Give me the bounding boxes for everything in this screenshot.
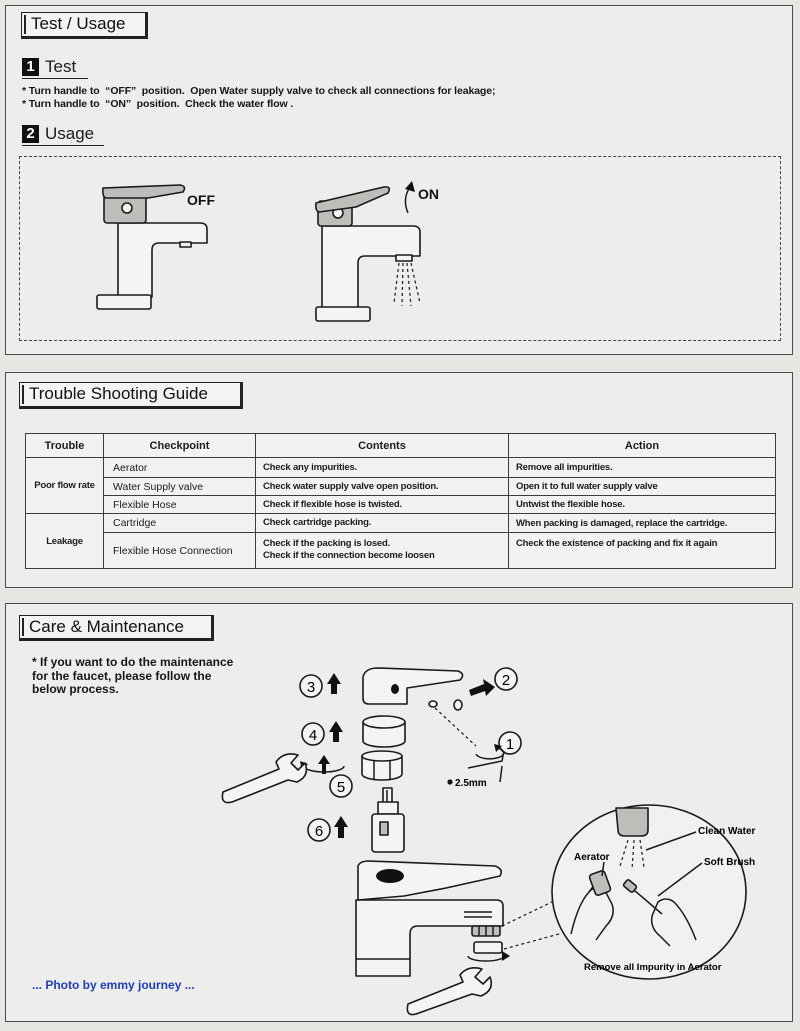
table-row [26,514,776,533]
usage-number-badge: 2 [22,125,39,143]
tool-size-dot [447,779,452,784]
step-5-number: 5 [336,779,346,796]
faucet-off-base [97,295,151,309]
checkpoint-cell: Flexible Hose Connection [104,533,256,569]
step-4-number: 4 [308,727,318,744]
cap-ring-part [363,716,405,747]
up-arrow-icon [327,673,341,694]
contents-cell [256,478,509,496]
faucet-off-body [118,223,207,297]
table-row [26,478,776,496]
step-6-marker [308,816,348,841]
contents-cell [256,533,509,569]
photo-credit: ... Photo by emmy journey ... [32,978,195,992]
soft-brush-label: Soft Brush [704,857,756,868]
aerator-label: Aerator [574,852,610,863]
step-2-marker [469,668,517,696]
faucet-illustration [356,861,503,976]
test-instruction-on: * Turn handle to “ON” position. Check the water flow . [22,98,294,110]
nut-part [362,751,402,780]
step-5-marker [300,755,352,797]
checkpoint-cell: Aerator [104,458,256,478]
trouble-cell-leakage: Leakage [26,514,104,569]
faucet-on-body [322,226,420,309]
contents-line: Check water supply valve open position. [263,480,439,492]
faucet-off-handle [103,185,185,198]
faucet-on-illustration [316,181,439,321]
faucet-on-handle [316,187,390,212]
step-2-number: 2 [501,672,511,689]
troubleshooting-panel [5,372,793,588]
contents-line: Check if flexible hose is twisted. [263,498,402,510]
intro-line: for the faucet, please follow the [32,668,212,683]
usage-illustration [20,157,779,339]
header-action: Action [509,434,776,458]
zoom-leader-line [502,900,556,926]
test-usage-panel [5,5,793,355]
action-cell: Untwist the flexible hose. [509,496,776,514]
contents-line: Check cartridge packing. [263,517,372,528]
intro-line: * If you want to do the maintenance [32,655,234,669]
test-number-badge: 1 [22,58,39,76]
aerator-caption: Remove all Impurity in Aerator [584,962,722,973]
step-3-number: 3 [306,679,316,696]
step-1-number: 1 [505,736,515,753]
step-6-number: 6 [314,823,324,840]
contents-line: Check if the packing is losed. [263,538,391,549]
table-row [26,533,776,569]
wrench-icon [222,754,306,803]
on-label: ON [418,186,439,202]
up-arrow-icon [329,721,343,742]
contents-cell [256,458,509,478]
troubleshooting-table [25,433,776,569]
off-label: OFF [187,192,215,208]
up-arrow-icon [334,816,348,838]
faucet-on-base [316,307,370,321]
maintenance-intro [32,656,233,697]
contents-cell [256,496,509,514]
contents-cell [256,514,509,533]
checkpoint-cell: Flexible Hose [104,496,256,514]
set-screw-part [429,701,437,707]
spout-detail [616,808,648,836]
care-maintenance-panel [5,603,793,1022]
trouble-cell-poor-flow: Poor flow rate [26,458,104,514]
action-cell: Open it to full water supply valve [509,478,776,496]
test-heading [22,57,88,79]
action-cell: Remove all impurities. [509,458,776,478]
checkpoint-cell: Water Supply valve [104,478,256,496]
handle-up-arrow-icon [405,181,415,213]
cartridge-part [372,788,404,852]
faucet-off-illustration [97,185,215,309]
checkpoint-cell: Cartridge [104,514,256,533]
test-usage-title: Test / Usage [21,12,148,39]
usage-heading-label: Usage [45,124,95,143]
faucet-on-aerator [396,255,412,261]
remove-arrow-icon [469,679,495,696]
action-cell: When packing is damaged, replace the cartridge. [509,514,776,533]
test-heading-label: Test [45,57,77,76]
clean-water-label: Clean Water [698,826,756,837]
faucet-off-aerator [180,242,191,247]
header-checkpoint: Checkpoint [104,434,256,458]
screw-cap-part [454,700,462,710]
faucet-handle-part [363,668,463,704]
faucet-off-handle-hole [122,203,132,213]
step-4-marker [302,721,343,745]
troubleshooting-title: Trouble Shooting Guide [19,382,243,409]
aerator-parts [468,926,510,961]
contents-line: Check if the connection become loosen [263,550,435,561]
test-instruction-off: * Turn handle to “OFF” position. Open Water supply valve to check all connections for leakage; [22,85,496,97]
header-trouble: Trouble [26,434,104,458]
table-header-row [26,434,776,458]
table-row [26,496,776,514]
zoom-leader-line [504,934,559,949]
table-row [26,458,776,478]
action-cell: Check the existence of packing and fix it again [509,533,776,569]
tool-size-label: 2.5mm [455,778,487,789]
usage-heading [22,124,104,146]
hex-key-icon [468,744,504,782]
contents-line: Check any impurities. [263,461,358,473]
water-flow-lines [394,263,420,306]
hex-key-guide-line [435,708,476,746]
intro-line: below process. [32,682,119,696]
usage-illustration-box [19,156,781,341]
care-maintenance-title: Care & Maintenance [19,615,214,641]
header-contents: Contents [256,434,509,458]
step-3-marker [300,673,341,697]
wrench-icon [407,968,491,1015]
